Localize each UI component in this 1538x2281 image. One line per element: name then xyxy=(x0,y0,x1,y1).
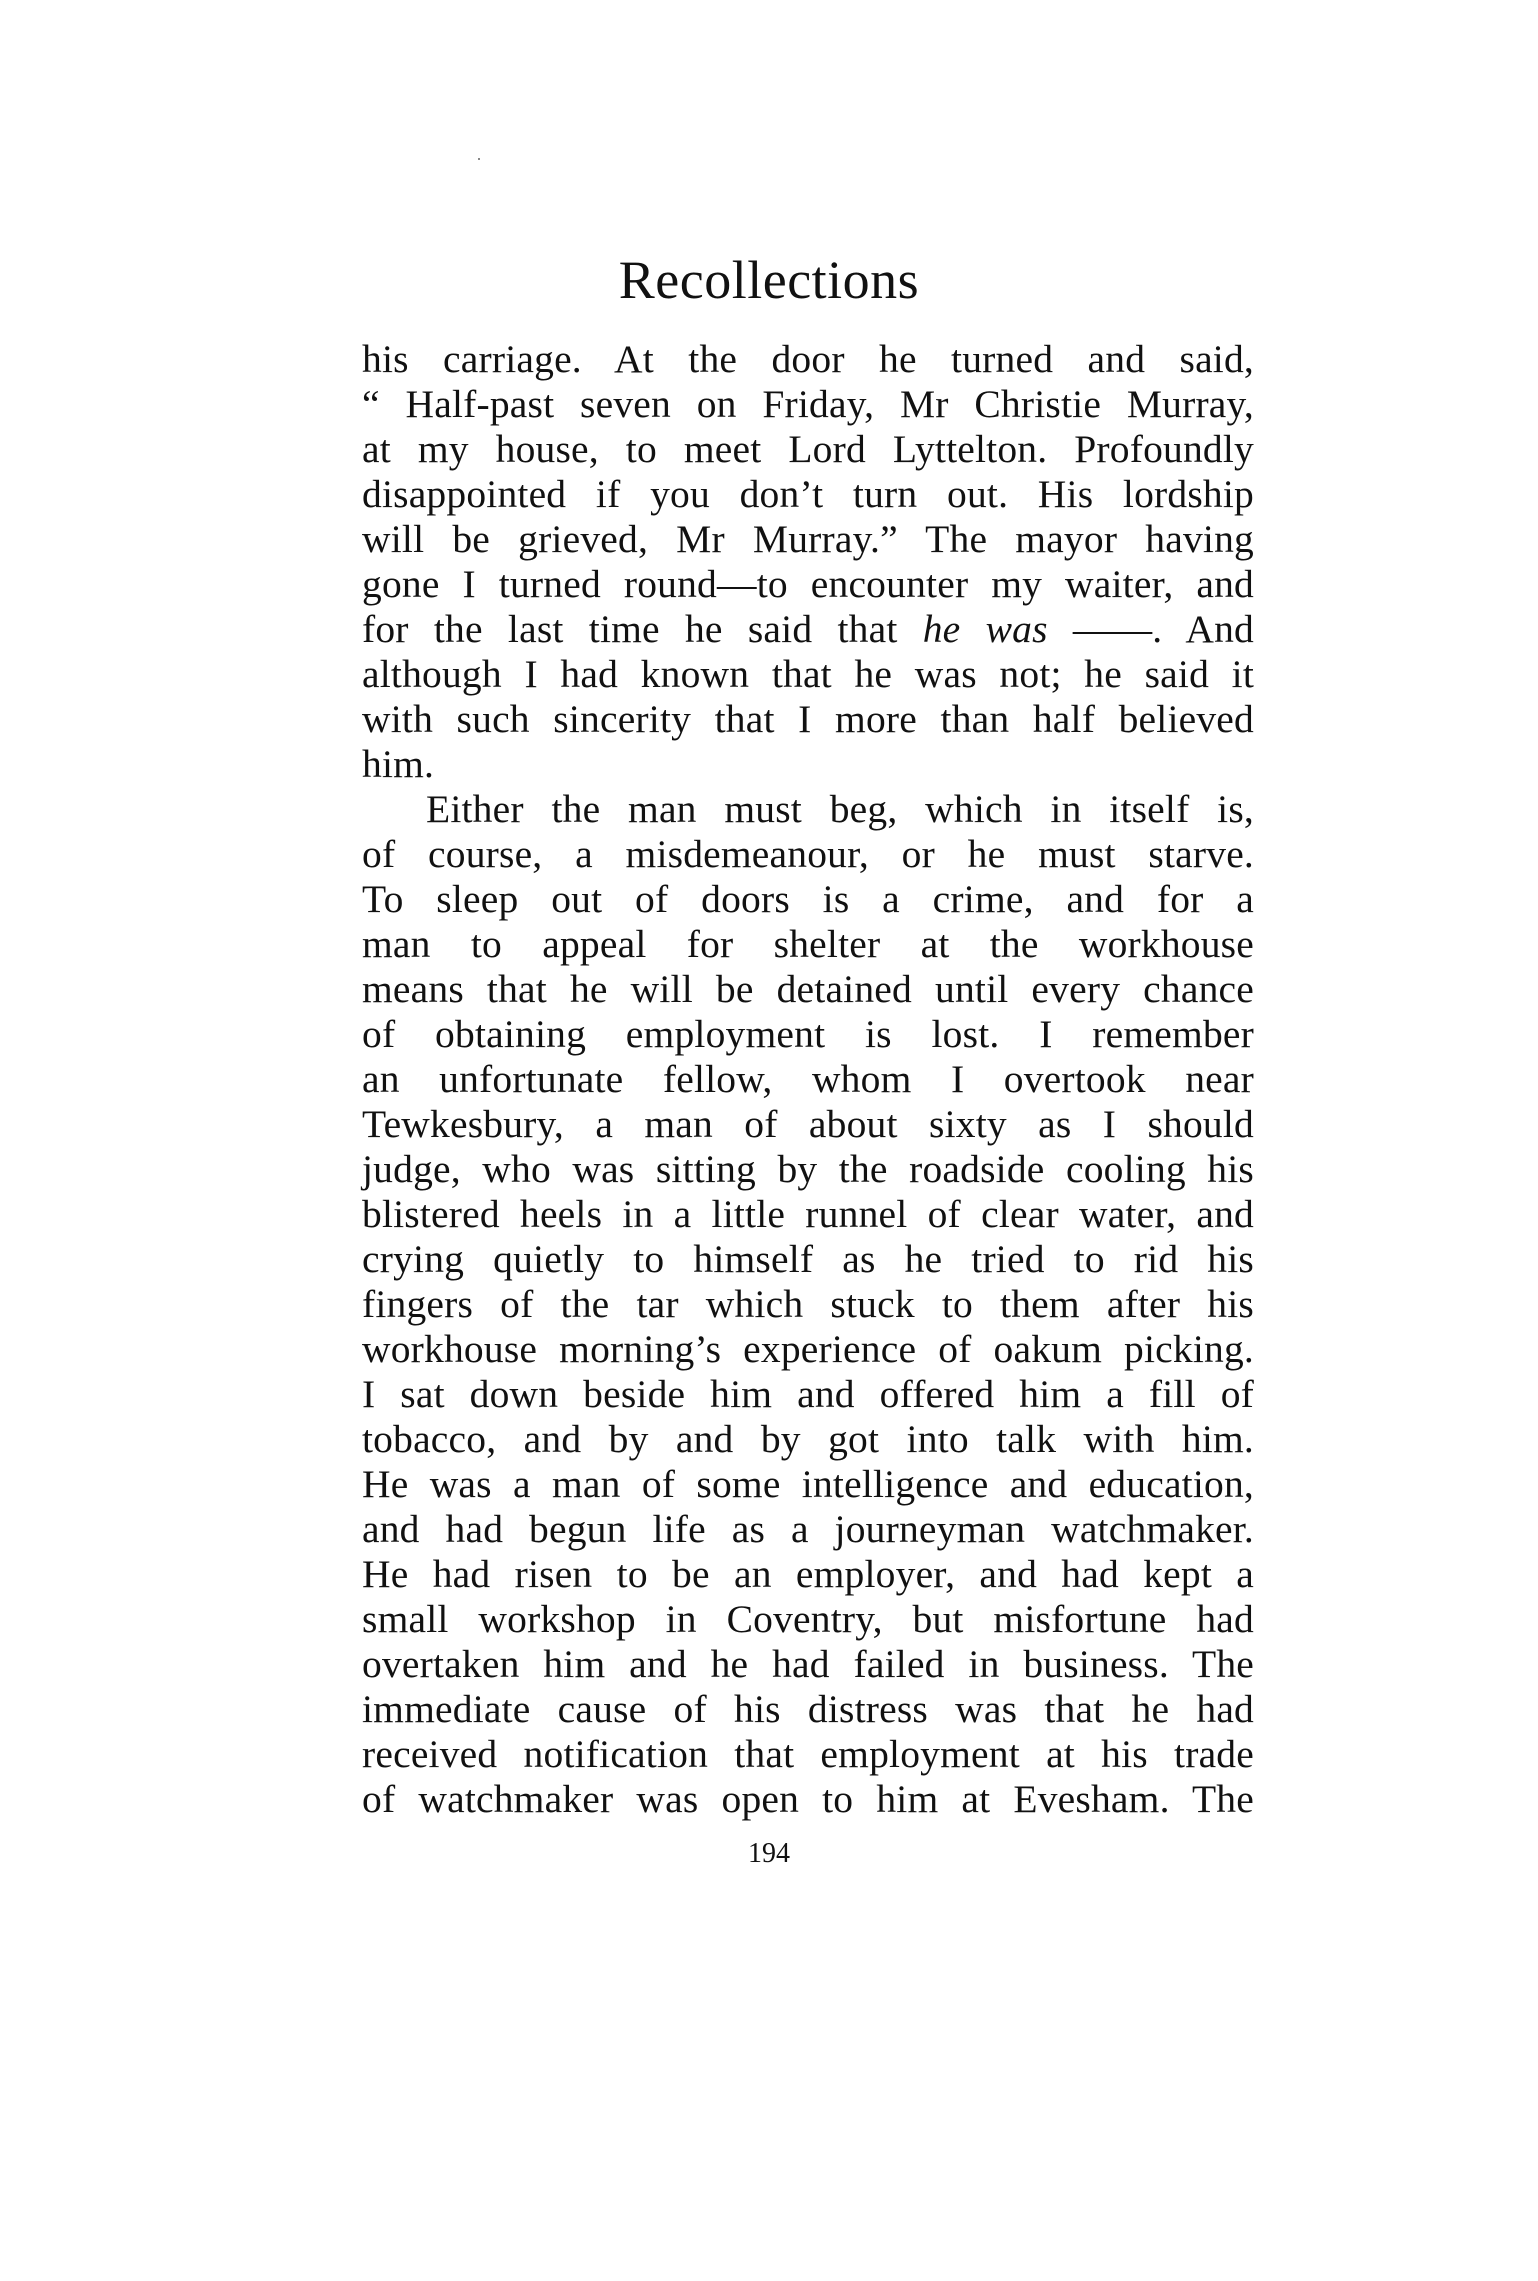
text-line: will be grieved, Mr Murray.” The mayor having xyxy=(362,517,1254,561)
text-line: tobacco, and by and by got into talk with him. xyxy=(362,1417,1254,1461)
text-line: blistered heels in a little runnel of clear water, and xyxy=(362,1192,1254,1236)
text-line: He had risen to be an employer, and had kept a xyxy=(362,1552,1254,1596)
text-line: I sat down beside him and offered him a fill of xyxy=(362,1372,1254,1416)
text-line: gone I turned round—to encounter my waiter, and xyxy=(362,562,1254,606)
body-text xyxy=(362,337,1254,1822)
paragraph-first-line: Either the man must beg, which in itself is, xyxy=(426,787,1254,831)
text-line: his carriage. At the door he turned and said, xyxy=(362,337,1254,381)
text-line: man to appeal for shelter at the workhouse xyxy=(362,922,1254,966)
text-line: of watchmaker was open to him at Evesham. The xyxy=(362,1777,1254,1821)
text-line: judge, who was sitting by the roadside cooling his xyxy=(362,1147,1254,1191)
text-line: received notification that employment at his trade xyxy=(362,1732,1254,1776)
text-line: immediate cause of his distress was that he had xyxy=(362,1687,1254,1731)
text-line: of obtaining employment is lost. I remember xyxy=(362,1012,1254,1056)
text-line: fingers of the tar which stuck to them after his xyxy=(362,1282,1254,1326)
italic-phrase: he was xyxy=(922,607,1048,651)
line-segment: ——. And xyxy=(1047,607,1254,651)
text-line: means that he will be detained until every chance xyxy=(362,967,1254,1011)
text-line: with such sincerity that I more than half believed xyxy=(362,697,1254,741)
text-line: workhouse morning’s experience of oakum picking. xyxy=(362,1327,1254,1371)
text-line: overtaken him and he had failed in business. The xyxy=(362,1642,1254,1686)
text-line: although I had known that he was not; he said it xyxy=(362,652,1254,696)
line-segment: for the last time he said that xyxy=(362,607,923,651)
running-title: Recollections xyxy=(618,250,920,310)
text-line: crying quietly to himself as he tried to rid his xyxy=(362,1237,1254,1281)
text-line: of course, a misdemeanour, or he must starve. xyxy=(362,832,1254,876)
text-line: and had begun life as a journeyman watchmaker. xyxy=(362,1507,1254,1551)
text-line: an unfortunate fellow, whom I overtook near xyxy=(362,1057,1254,1101)
text-line: small workshop in Coventry, but misfortune had xyxy=(362,1597,1254,1641)
text-line: disappointed if you don’t turn out. His lordship xyxy=(362,472,1254,516)
text-line: He was a man of some intelligence and education, xyxy=(362,1462,1254,1506)
text-line: “ Half-past seven on Friday, Mr Christie Murray, xyxy=(362,382,1254,426)
page-number: 194 xyxy=(748,1838,790,1869)
text-line-with-italic xyxy=(362,607,1254,652)
text-line: Tewkesbury, a man of about sixty as I should xyxy=(362,1102,1254,1146)
text-line: at my house, to meet Lord Lyttelton. Profoundly xyxy=(362,427,1254,471)
text-line: To sleep out of doors is a crime, and for a xyxy=(362,877,1254,921)
scan-speck xyxy=(478,158,480,160)
text-line: him. xyxy=(362,742,435,786)
